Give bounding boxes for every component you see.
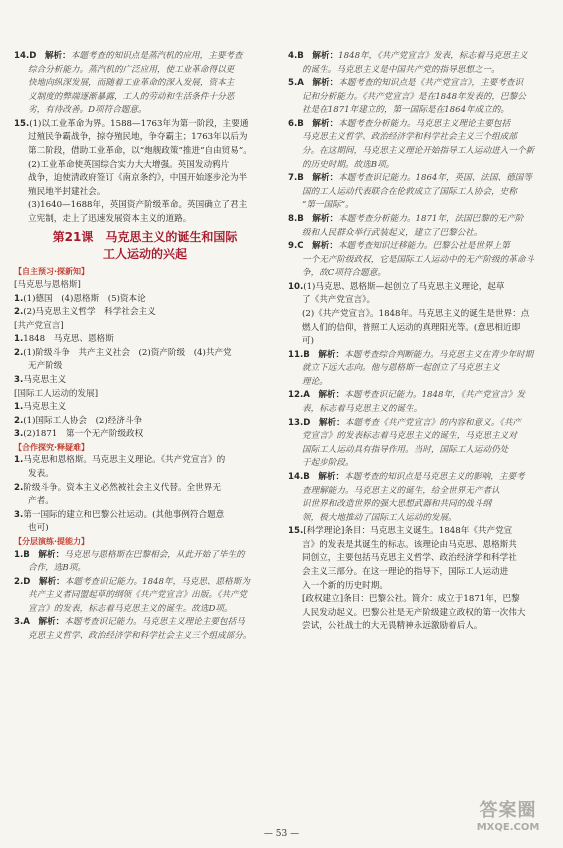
text-line: 义制度的弊端逐渐暴露，工人的劳动和生活条件十分恶 (28, 91, 235, 102)
text-line: 【分层演练·提能力】 (14, 536, 90, 546)
text-line: 宣言》的发表，标志着马克思主义的诞生。故选D项。 (28, 603, 233, 614)
text-line: 国际工人运动具有指导作用。当时，国际工人运动仍处 (302, 444, 509, 455)
text-line: 尝试，公社战士的大无畏精神永远激励着后人。 (302, 621, 483, 632)
text-line: 马克思主义哲学、政治经济学和科学社会主义三个组成部 (302, 132, 517, 143)
text-line: 无产阶级 (28, 361, 63, 372)
text-line: 的历史时期。故选B项。 (302, 159, 395, 170)
text-line: 13.D 解析：本题考查《共产党宣言》的内容和意义。《共产 (288, 417, 521, 428)
text-line: 第二阶段，借助工业革命，以“炮舰政策”推进“自由贸易”。 (28, 146, 252, 157)
text-line: 14.B 解析：本题考查的知识点是马克思主义的影响，主要考 (288, 471, 525, 482)
text-line: 劣，有待改善。D项符合题意。 (28, 105, 147, 116)
text-line: 3.马克思主义 (14, 374, 67, 385)
text-line: 查理解能力。马克思主义的诞生，给全世界无产者认 (302, 485, 500, 496)
text-line: 2.(1)国际工人协会 (2)经济斗争 (14, 415, 143, 426)
text-line: 立宪制，走上了迅速发展资本主义的道路。 (28, 213, 192, 224)
text-line: 会主义三部分。在这一理论的指导下，国际工人运动进 (302, 566, 509, 577)
text-line: [共产党宣言] (14, 320, 64, 331)
text-line: 表，标志着马克思主义的诞生。 (302, 404, 423, 415)
text-line: 战争，迫使清政府签订《南京条约》，中国开始逐步沦为半 (28, 173, 248, 184)
answer-block-bottom (14, 266, 276, 643)
text-line: 2.阶级斗争。资本主义必然被社会主义代替。全世界无 (14, 482, 221, 493)
lesson-title-line-1: 第21课 马克思主义的诞生和国际 (52, 229, 238, 244)
text-line: 【合作探究·释疑难】 (14, 442, 90, 452)
text-line: 1.1848 马克思、恩格斯 (14, 334, 114, 345)
text-line: 产者。 (28, 496, 54, 507)
text-line: 了《共产党宣言》。 (302, 295, 376, 306)
watermark-url: MXQE.COM (476, 821, 540, 833)
text-line: 8.B 解析：本题考查分析能力。1871年，法国巴黎的无产阶 (288, 213, 524, 224)
text-line: 就立下远大志向。他与恩格斯一起创立了马克思主义 (302, 363, 500, 374)
text-line: 2.D 解析：本题考查识记能力。1848年，马克思、恩格斯为 (14, 576, 250, 587)
lesson-title (14, 229, 276, 264)
text-line: 言》的发表是其诞生的标志。该理论由马克思、恩格斯共 (302, 539, 517, 550)
right-column (288, 50, 550, 634)
text-line: [国际工人运动的发展] (14, 388, 99, 399)
text-line: 过殖民争霸战争，掠夺殖民地，争夺霸主；1763年以后为 (28, 132, 248, 143)
left-column (14, 50, 276, 644)
text-line: 1.马克思主义 (14, 402, 67, 413)
text-line: 一个无产阶级政权，它是国际工人运动中的无产阶级的革命斗 (302, 254, 535, 265)
watermark-logo: 答案圈 (479, 800, 537, 821)
text-line: 的诞生。马克思主义是中国共产党的指导思想之一。 (302, 64, 500, 75)
text-line: 1.B 解析：马克思与恩格斯在巴黎相会，从此开始了毕生的 (14, 549, 245, 560)
text-line: 9.C 解析：本题考查知识迁移能力。巴黎公社是世界上第 (288, 241, 510, 252)
text-line: 1.(1)德国 (4)恩格斯 (5)资本论 (14, 293, 146, 304)
text-line: 国的工人运动代表联合在伦敦成立了国际工人协会，史称 (302, 186, 517, 197)
text-line: 11.B 解析：本题考查综合判断能力。马克思主义在青少年时期 (288, 349, 534, 360)
text-line: 2.(2)马克思主义哲学 科学社会主义 (14, 307, 156, 318)
text-line: 3.(2)1871 第一个无产阶级政权 (14, 429, 144, 440)
text-line: 理论。 (302, 376, 328, 387)
text-line: 快地向纵深发展，而随着工业革命的深入发展，资本主 (28, 78, 235, 89)
text-line: 1.马克思和恩格斯。马克思主义理论。《共产党宣言》的 (14, 455, 226, 466)
text-line: 于起步阶段。 (302, 458, 354, 469)
lesson-title-line-2: 工人运动的兴起 (102, 246, 187, 261)
text-line: 党宣言》的发表标志着马克思主义的诞生，马克思主义对 (302, 431, 517, 442)
text-line: [政权建立]条目：巴黎公社。简介：成立于1871年，巴黎 (302, 594, 520, 605)
text-line: 15.[科学理论]条目：马克思主义诞生。1848年《共产党宣 (288, 526, 513, 537)
text-line: 综合分析能力。蒸汽机的广泛应用，使工业革命得以更 (28, 64, 235, 75)
text-line: 7.B 解析：本题考查识记能力。1864年，英国、法国、德国等 (288, 173, 532, 184)
answer-block-top (14, 50, 276, 227)
text-line: 领，极大地推动了国际工人运动的发展。 (302, 512, 457, 523)
text-line: 10.(1)马克思、恩格斯—起创立了马克思主义理论，起草 (288, 281, 505, 292)
text-line: 分。在这期间，马克思主义理论开始指导工人运动进入一个新 (302, 146, 535, 157)
text-line: 14.D 解析：本题考查的知识点是蒸汽机的应用，主要考查 (14, 51, 243, 61)
text-line: 4.B 解析：1848年，《共产党宣言》发表，标志着马克思主义 (288, 51, 528, 61)
text-line: 2.(1)阶级斗争 共产主义社会 (2)资产阶级 (4)共产党 (14, 347, 232, 358)
text-line: 12.A 解析：本题考查识记能力。1848年，《共产党宣言》发 (288, 390, 526, 401)
text-line: 也可) (28, 523, 49, 534)
text-line: 3.A 解析：本题考查识记能力。马克思主义理论主要包括马 (14, 617, 245, 628)
text-line: 【自主预习·探新知】 (14, 267, 90, 277)
text-line: “第一国际”。 (302, 200, 354, 211)
text-line: 级和人民群众举行武装起义，建立了巴黎公社。 (302, 227, 483, 238)
text-line: 燃人们的信仰，普照工人运动的真理阳光等。(意思相近即 (302, 322, 521, 333)
text-line: 同创立，主要包括马克思主义哲学、政治经济学和科学社 (302, 553, 517, 564)
text-line: 识世界和改造世界的强大思想武器和共同的战斗纲 (302, 499, 492, 510)
text-line: 发表。 (28, 469, 54, 480)
text-line: 社是在1871年建立的，第一国际是在1864年成立的。 (302, 105, 510, 116)
text-line: 争，故C项符合题意。 (302, 268, 386, 279)
text-line: 6.B 解析：本题考查分析能力。马克思主义理论主要包括 (288, 118, 511, 129)
page-number: — 53 — (263, 829, 300, 839)
text-line: [马克思与恩格斯] (14, 279, 81, 290)
text-line: 人民发动起义。巴黎公社是无产阶级建立政权的第一次伟大 (302, 607, 526, 618)
text-line: 共产主义者同盟起草的纲领《共产党宣言》出版。《共产党 (28, 590, 248, 601)
text-line: (2)工业革命使英国综合实力大大增强。英国发动鸦片 (28, 159, 230, 170)
text-line: 可) (302, 336, 314, 347)
text-line: 殖民地半封建社会。 (28, 186, 106, 197)
text-line: (2)《共产党宣言》。1848年。马克思主义的诞生是世界：点 (302, 308, 530, 319)
text-line: 合作，选B项。 (28, 563, 86, 574)
text-line: 克思主义哲学、政治经济学和科学社会主义三个组成部分。 (28, 631, 252, 642)
watermark (458, 800, 558, 844)
text-line: 3.第一国际的建立和巴黎公社运动。(其他事例符合题意 (14, 509, 225, 520)
text-line: 入一个新的历史时期。 (302, 580, 388, 591)
text-line: 5.A 解析：本题考查的知识点是《共产党宣言》，主要考查识 (288, 78, 524, 89)
text-line: 记和分析能力。《共产党宣言》是在1848年发表的，巴黎公 (302, 91, 526, 102)
text-line: 15.(1)以工业革命为界。1588—1763年为第一阶段，主要通 (14, 118, 249, 129)
text-line: (3)1640—1688年，英国资产阶级革命。英国确立了君主 (28, 200, 248, 211)
answer-block-right (288, 50, 550, 634)
